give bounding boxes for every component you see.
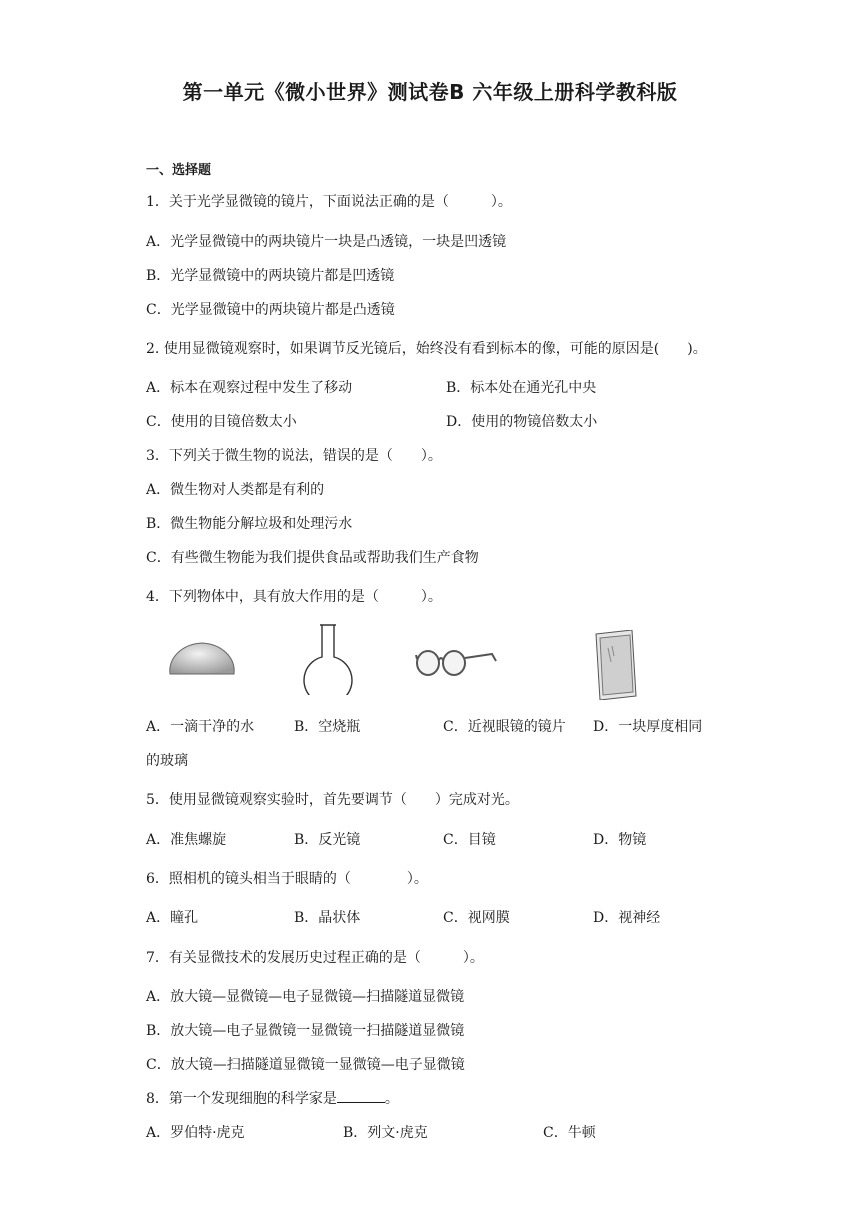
- question-2-option-a[interactable]: A．标本在观察过程中发生了移动: [146, 380, 353, 396]
- question-6-option-d[interactable]: D．视神经: [593, 910, 661, 926]
- question-8-stem-suffix: 。: [384, 1091, 399, 1107]
- question-4-option-a[interactable]: A．一滴干净的水: [146, 719, 255, 735]
- question-4-option-c[interactable]: C．近视眼镜的镜片: [443, 719, 566, 735]
- question-4-option-d[interactable]: D．一块厚度相同: [593, 719, 703, 735]
- question-4-option-b[interactable]: B．空烧瓶: [294, 719, 361, 735]
- question-7-option-a[interactable]: A．放大镜—显微镜—电子显微镜—扫描隧道显微镜: [146, 989, 465, 1005]
- question-1-option-a[interactable]: A．光学显微镜中的两块镜片一块是凸透镜，一块是凹透镜: [146, 234, 507, 250]
- question-5-option-a[interactable]: A．准焦螺旋: [146, 832, 227, 848]
- question-6-option-b[interactable]: B．晶状体: [294, 910, 361, 926]
- question-4-stem: 4．下列物体中，具有放大作用的是（ ）。: [146, 589, 442, 605]
- question-8-option-a[interactable]: A．罗伯特·虎克: [146, 1125, 245, 1141]
- question-7-stem: 7．有关显微技术的发展历史过程正确的是（ ）。: [146, 950, 484, 966]
- question-5-stem: 5．使用显微镜观察实验时，首先要调节（ ）完成对光。: [146, 792, 519, 808]
- question-6-option-c[interactable]: C．视网膜: [443, 910, 510, 926]
- question-2-option-c[interactable]: C．使用的目镜倍数太小: [146, 414, 297, 430]
- question-2-stem: 2. 使用显微镜观察时，如果调节反光镜后，始终没有看到标本的像，可能的原因是( )。: [146, 341, 707, 357]
- question-1-option-c[interactable]: C．光学显微镜中的两块镜片都是凸透镜: [146, 302, 395, 318]
- question-8-option-c[interactable]: C．牛顿: [543, 1125, 596, 1141]
- question-3-option-b[interactable]: B．微生物能分解垃圾和处理污水: [146, 516, 353, 532]
- question-1-option-b[interactable]: B．光学显微镜中的两块镜片都是凹透镜: [146, 268, 395, 284]
- question-3-stem: 3．下列关于微生物的说法，错误的是（ ）。: [146, 448, 442, 464]
- glasses-figure: [414, 643, 498, 681]
- page-title: 第一单元《微小世界》测试卷B 六年级上册科学教科版: [182, 80, 678, 104]
- question-7-option-b[interactable]: B．放大镜—电子显微镜一显微镜一扫描隧道显微镜: [146, 1023, 465, 1039]
- question-8-stem: [146, 1088, 399, 1108]
- answer-blank[interactable]: [337, 1090, 385, 1103]
- water-drop-figure: [166, 638, 238, 680]
- question-5-option-d[interactable]: D．物镜: [593, 832, 647, 848]
- question-2-option-b[interactable]: B．标本处在通光孔中央: [446, 380, 597, 396]
- glass-block-figure: [590, 630, 640, 700]
- question-6-stem: 6．照相机的镜头相当于眼睛的（ ）。: [146, 871, 428, 887]
- question-6-option-a[interactable]: A．瞳孔: [146, 910, 199, 926]
- question-5-option-b[interactable]: B．反光镜: [294, 832, 361, 848]
- question-7-option-c[interactable]: C．放大镜—扫描隧道显微镜一显微镜—电子显微镜: [146, 1057, 465, 1073]
- question-8-option-b[interactable]: B．列文·虎克: [343, 1125, 428, 1141]
- question-3-option-a[interactable]: A．微生物对人类都是有利的: [146, 482, 325, 498]
- section-heading: 一、选择题: [146, 163, 212, 178]
- question-4-option-d-continued: 的玻璃: [146, 753, 188, 769]
- question-5-option-c[interactable]: C．目镜: [443, 832, 496, 848]
- question-1-stem: 1．关于光学显微镜的镜片，下面说法正确的是（ ）。: [146, 194, 512, 210]
- flask-figure: [298, 623, 358, 695]
- question-2-option-d[interactable]: D．使用的物镜倍数太小: [446, 414, 598, 430]
- question-3-option-c[interactable]: C．有些微生物能为我们提供食品或帮助我们生产食物: [146, 550, 479, 566]
- question-8-stem-prefix: 8．第一个发现细胞的科学家是: [146, 1091, 337, 1107]
